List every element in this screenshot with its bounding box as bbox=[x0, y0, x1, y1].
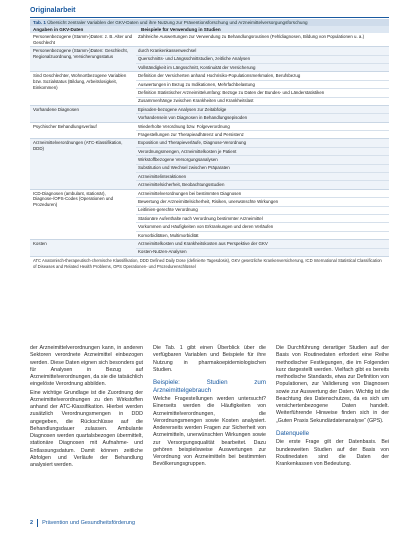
paragraph: Die Tab. 1 gibt einen Überblick über die verfügbaren Variablen und Beispiele für ihre Nutzung in pharmakoepidemiologischen Studien. bbox=[153, 345, 266, 373]
table-row: Exposition und Therapieverläufe, Diagnose-Verordnung bbox=[136, 139, 389, 147]
table-cell-variable: Vorhandene Diagnosen bbox=[33, 106, 79, 112]
table-cell-variable: Personenbezogene (Stamm-)Daten: z. B. Alter und Geschlecht bbox=[33, 34, 133, 45]
table-row-group bbox=[30, 190, 389, 240]
table-row: Definition der Versicherten anhand Hochrisiko-Populationsmerkmalen, Berufsbezug bbox=[136, 72, 389, 80]
table-cell-variable: Kosten bbox=[33, 241, 47, 247]
table-row: Arzneimittelsicherheit, Beobachtungsstudien bbox=[138, 182, 225, 188]
table-row: Episoden-bezogene Analysen zur Zeitabfolge bbox=[136, 106, 389, 114]
table-cell-uses bbox=[136, 72, 389, 105]
footer-divider bbox=[37, 519, 38, 527]
table-row: Vorkommen und Häufigkeiten von Erkrankungen und deren Verläufen bbox=[136, 223, 389, 231]
table-cell-uses bbox=[136, 106, 389, 122]
table-row: Wiederholte Verordnung bzw. Folgeverordnung bbox=[136, 123, 389, 131]
table-cell-uses bbox=[136, 190, 389, 239]
data-table bbox=[30, 19, 389, 269]
table-row: Fragestellungen zur Therapieadhärenz und Persistenz bbox=[138, 131, 244, 137]
table-row: Vorhandensein von Diagnosen in Behandlungsepisoden bbox=[138, 115, 248, 121]
table-row: Bewertung der Arzneimittelsicherheit, Risiken, unerwünschte Wirkungen bbox=[136, 198, 389, 206]
table-body bbox=[30, 33, 389, 257]
table-cell-variable: Personenbezogene (Stamm-)Daten: Geschlecht, Regionalzuordnung, Versicherungsstatus bbox=[33, 48, 128, 59]
table-caption-label: Tab. 1 bbox=[33, 20, 46, 25]
paragraph: Die Durchführung derartiger Studien auf der Basis von Routinedaten erfordert eine Reihe methodischer Festlegungen, die im Folgenden kurz dargestellt werden. Vielfach gibt es bereits methodische Standards, etwa zur Definition von Populationen, zur Validierung von Diagnosen sowie zur Auswertung der Daten. Wichtig ist die Beachtung des Datenschutzes, da es sich um versichertenbezogene Daten handelt. Weiterführende Hinweise finden sich in der „Guten Praxis Sekundärdatenanalyse“ (GPS). bbox=[276, 345, 389, 424]
page-number: 2 bbox=[30, 520, 34, 526]
section-heading: Beispiele: Studien zum Arzneimittelgebrauch bbox=[153, 379, 266, 394]
text-column-2 bbox=[153, 345, 266, 470]
table-row-group bbox=[30, 240, 389, 257]
table-footnote: ATC Anatomisch-therapeutisch-chemische Klassifikation, DDD Defined Daily Dose (definierte Tagesdosis), GKV gesetzliche Krankenversicherung, ICD International Statistical Classification of Diseases and Related Health Problems, OPS Operationen- und Prozedurenschlüssel bbox=[33, 258, 382, 269]
table-header-col2: Beispiele für Verwendung in Studien bbox=[141, 27, 221, 32]
table-cell-variable: Psychischer Behandlungsverlauf bbox=[33, 123, 97, 129]
table-row-group bbox=[30, 47, 389, 72]
text-column-3 bbox=[276, 345, 389, 470]
table-row-group bbox=[30, 139, 389, 189]
table-row: Arzneimittelinteraktionen bbox=[136, 173, 389, 181]
table-row: Arzneimittelkosten und Krankheitskosten aus Perspektive der GKV bbox=[136, 240, 389, 248]
journal-name: Prävention und Gesundheitsförderung bbox=[42, 520, 136, 526]
text-column-1 bbox=[30, 345, 143, 470]
section-heading: Datenquelle bbox=[276, 429, 310, 437]
table-row-group bbox=[30, 106, 389, 123]
table-row: Kosten-Nutzen-Analysen bbox=[138, 249, 187, 255]
table-row: Auswertungen in Bezug zu Indikationen, Mehrfachbelastung bbox=[136, 81, 389, 89]
table-row: Substitution und Wechsel zwischen Präparaten bbox=[136, 165, 389, 173]
paragraph: der Arzneimittelverordnungen kann, in anderen Sektoren verordnete Arzneimittel einbezogen werden. Diese Daten eignen sich besonders gut für Analysen in Bezug auf Arzneimittelverordnungen, da sie die tatsächlich eingelöste Verordnung abbilden. bbox=[30, 345, 143, 388]
paragraph: Die erste Frage gilt der Datenbasis. Bei bundesweiten Studien auf der Basis von Routinedaten sind die Daten der Krankenkassen von Bedeutung. bbox=[276, 439, 389, 467]
table-cell-variable: ICD-Diagnosen (ambulant, stationär), Diagnose-/OPS-Codes (Operationen und Prozeduren) bbox=[33, 190, 114, 208]
table-row-group bbox=[30, 72, 389, 106]
paragraph: Eine wichtige Grundlage ist die Zuordnung der Arzneimittelverordnungen zu den Wirkstoffen anhand der ATC-Klassifikation. Hierbei werden zusätzlich Verordnungsmengen in DDD angegeben, die Rückschlüsse auf die Behandlungsdauer zulassen. Ambulante Diagnosen werden quartalsbezogen übermittelt, stationäre Diagnosen mit Aufnahme- und Entlassungsdatum. Damit können zeitliche Abfolgen und Verläufe der Behandlung analysiert werden. bbox=[30, 389, 143, 468]
table-row-group bbox=[30, 33, 389, 47]
body-text-columns bbox=[30, 345, 389, 470]
table-header-row bbox=[30, 26, 389, 33]
header-rule bbox=[30, 17, 389, 18]
table-row: Leitlinien-gerechte Verordnung bbox=[136, 207, 389, 215]
section-label: Originalarbeit bbox=[30, 7, 76, 14]
table-row: Wirkstoffbezogene Versorgungsanalysen bbox=[136, 156, 389, 164]
table-cell-uses bbox=[136, 240, 389, 256]
table-row: Komorbiditäten, Multimorbidität bbox=[138, 232, 199, 238]
table-row: Zusammenhänge zwischen Krankheiten und Krankheitslast bbox=[138, 98, 254, 104]
table-cell-variable: Sind Geschlechter, Wohnortbezogene Variablen bzw. Sozialstatus (Bildung, Arbeitslosigkeit, Einkommen) bbox=[33, 73, 127, 90]
table-row: Stationäre Aufenthalte nach Verordnung bestimmter Arzneimittel bbox=[136, 215, 389, 223]
table-caption-text: Übersicht zentraler Variablen der GKV-Daten und ihre Nutzung zur Präventionsforschung und Arzneimittelversorgungsforschung bbox=[47, 20, 308, 25]
table-row: Zahlreiche Auswertungen zur Verwendung zu Behandlungsroutinen (Fehldiagnosen, Bildung von Populationen u. a.) bbox=[138, 33, 365, 39]
table-row: Verordnungsmengen, Arzneimittelkosten je Patient bbox=[136, 148, 389, 156]
table-row-group bbox=[30, 123, 389, 140]
paragraph: Welche Fragestellungen werden untersucht? Einerseits werden die Häufigkeiten von Arzneimittelverordnungen, die Verordnungsmengen sowie Kosten analysiert. Andererseits werden Fragen zur Sicherheit von Arzneimitteln, unerwünschten Wirkungen sowie zur Versorgungsqualität bearbeitet. Dazu gehören beispielsweise Auswertungen zur Verordnung von Arzneimitteln bei bestimmten Bevölkerungsgruppen. bbox=[153, 396, 266, 468]
table-cell-uses bbox=[136, 33, 389, 46]
table-caption bbox=[30, 19, 389, 26]
page-footer bbox=[30, 519, 135, 527]
table-cell-variable: Arzneimittelverordnungen (ATC-Klassifikation, DDD) bbox=[33, 140, 123, 152]
table-row: Arzneimittelverordnungen bei bestimmten Diagnosen bbox=[136, 190, 389, 198]
table-row: Definition Statistischer Arzneimittelumfang: Bezüge zu Daten der Bundes- und Länderstatistiken bbox=[136, 89, 389, 97]
table-cell-uses bbox=[136, 123, 389, 139]
table-header-col1: Angaben in GKV-Daten bbox=[33, 27, 84, 32]
table-cell-uses bbox=[136, 47, 389, 71]
table-row: Querschnitts- und Längsschnittstudien, zeitliche Analysen bbox=[136, 56, 389, 64]
table-row: durch Krankenkassenwechsel bbox=[136, 47, 389, 55]
table-cell-uses bbox=[136, 139, 389, 188]
table-row: Vollständigkeit im Längsschnitt, Kontinuität der Versicherung bbox=[138, 64, 256, 70]
